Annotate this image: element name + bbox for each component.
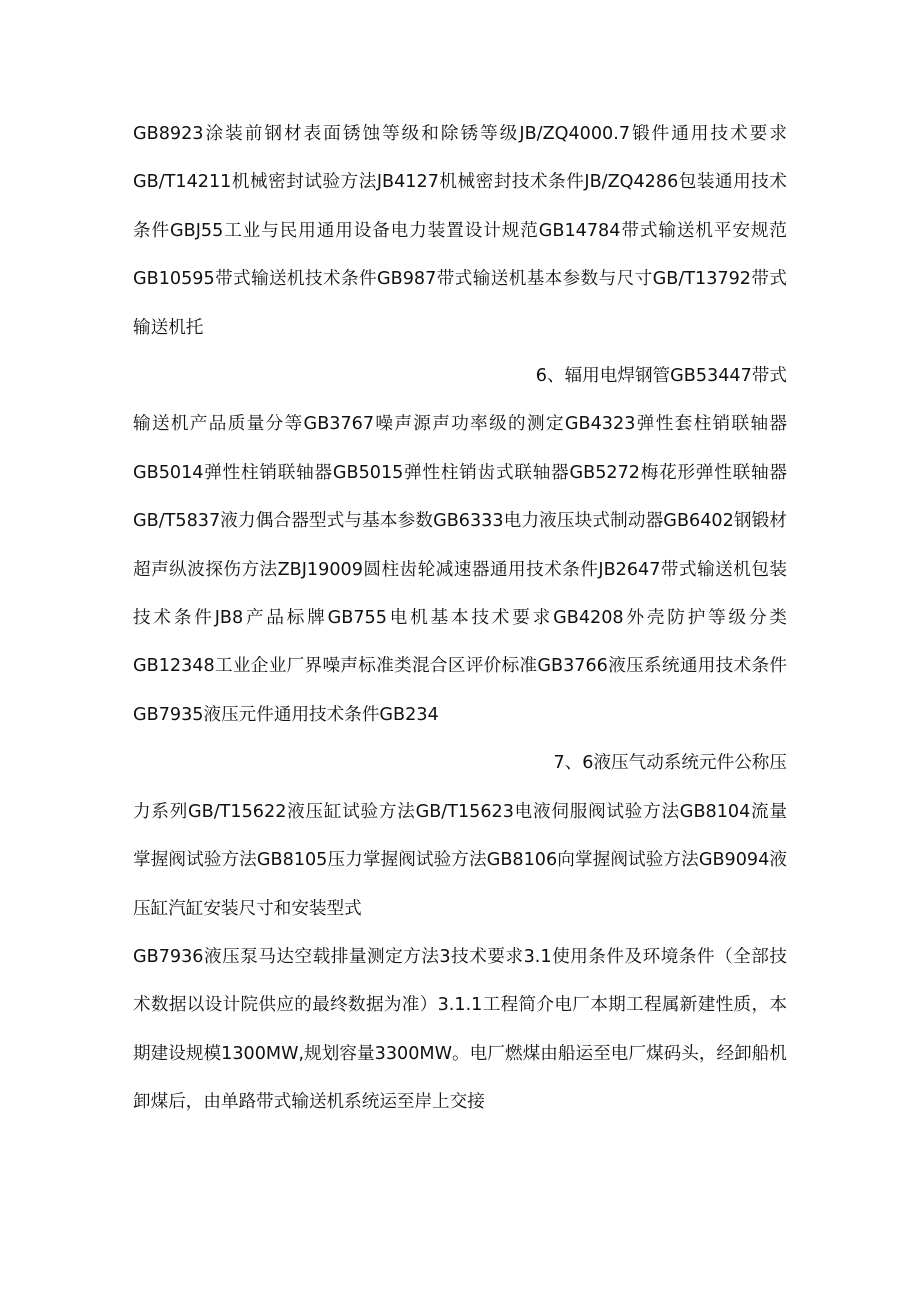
paragraph-1: GB8923涂装前钢材表面锈蚀等级和除锈等级JB/ZQ4000.7锻件通用技术要求GB/T14211机械密封试验方法JB4127机械密封技术条件JB/ZQ4286包装通用技术条件GBJ55工业与民用通用设备电力装置设计规范GB14784带式输送机平安规范GB10595带式输送机技术条件GB987带式输送机基本参数与尺寸GB/T13792带式输送机托 bbox=[133, 124, 787, 338]
paragraph-6: GB7936液压泵马达空载排量测定方法3技术要求3.1使用条件及环境条件（全部技术数据以设计院供应的最终数据为准）3.1.1工程简介电厂本期工程属新建性质，本期建设规模1300MW,规划容量3300MW。电厂燃煤由船运至电厂煤码头，经卸船机卸煤后，由单路带式输送机系统运至岸上交接 bbox=[133, 946, 787, 1113]
paragraph-5: 力系列GB/T15622液压缸试验方法GB/T15623电液伺服阀试验方法GB8104流量掌握阀试验方法GB8105压力掌握阀试验方法GB8106向掌握阀试验方法GB9094液压缸汽缸安装尺寸和安装型式 bbox=[133, 801, 787, 919]
paragraph-2: 6、辐用电焊钢管GB53447带式 bbox=[535, 366, 787, 387]
paragraph-3: 输送机产品质量分等GB3767噪声源声功率级的测定GB4323弹性套柱销联轴器GB5014弹性柱销联轴器GB5015弹性柱销齿式联轴器GB5272梅花形弹性联轴器GB/T5837液力偶合器型式与基本参数GB6333电力液压块式制动器GB6402钢锻材超声纵波探伤方法ZBJ19009圆柱齿轮减速器通用技术条件JB2647带式输送机包装技术条件JB8产品标牌GB755电机基本技术要求GB4208外壳防护等级分类GB12348工业企业厂界噪声标准类混合区评价标准GB3766液压系统通用技术条件GB7935液压元件通用技术条件GB234 bbox=[133, 414, 787, 725]
paragraph-4: 7、6液压气动系统元件公称压 bbox=[553, 753, 787, 774]
